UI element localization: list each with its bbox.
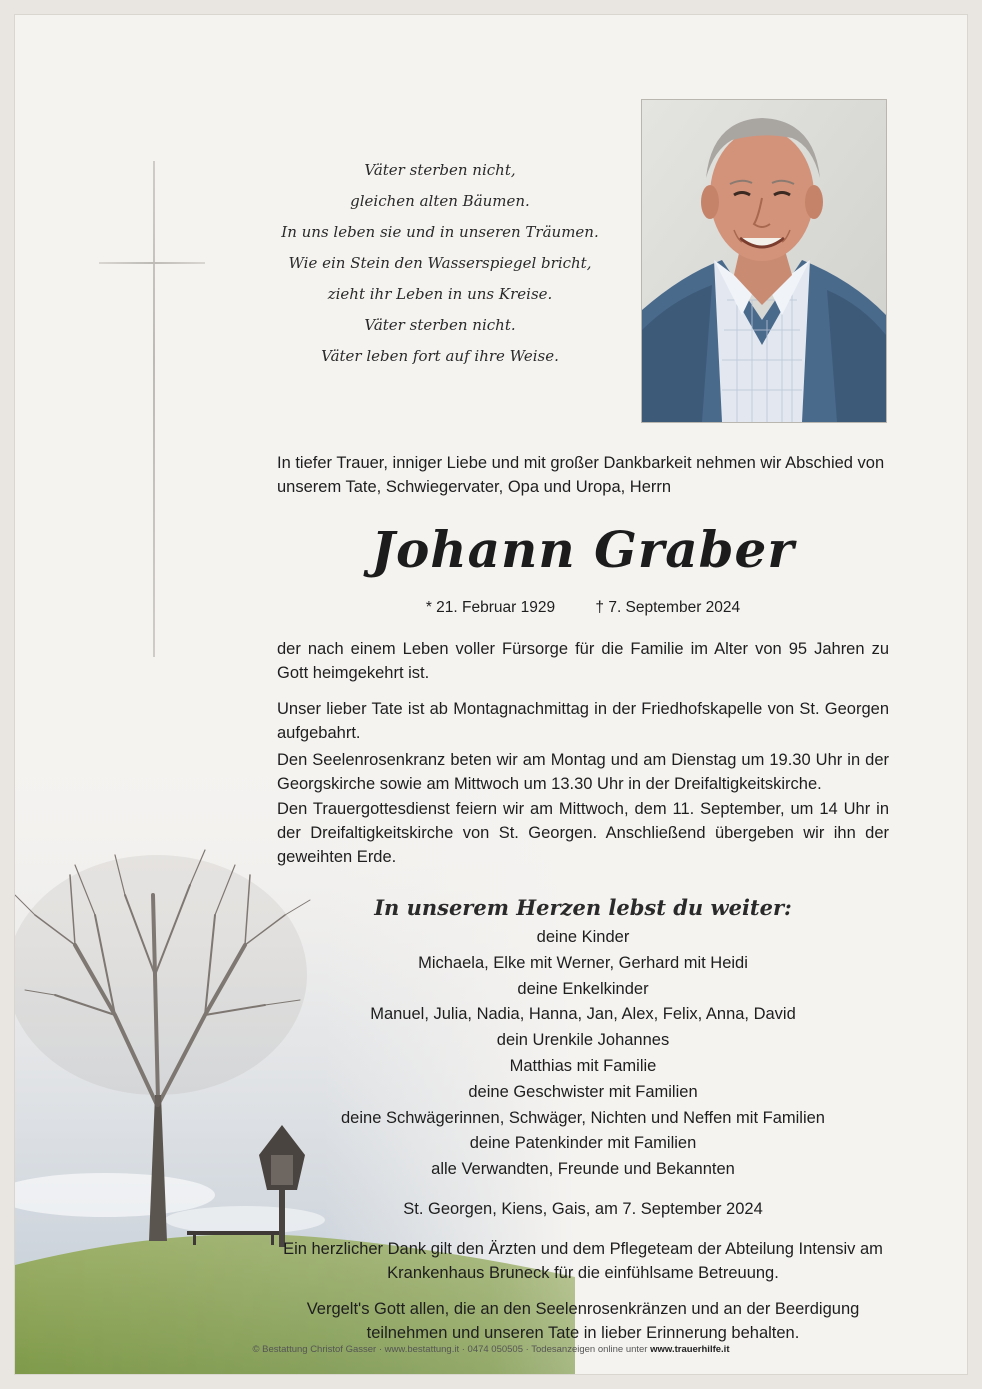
poem-line: Wie ein Stein den Wasserspiegel bricht,	[288, 254, 592, 272]
place-and-date: St. Georgen, Kiens, Gais, am 7. September 2024	[403, 1200, 763, 1218]
cross-vertical-bar	[153, 161, 155, 657]
mourner-line: Manuel, Julia, Nadia, Hanna, Jan, Alex, Felix, Anna, David	[370, 1005, 796, 1024]
mourner-line: deine Geschwister mit Familien	[468, 1082, 698, 1101]
poem-line: Väter sterben nicht.	[364, 316, 516, 334]
paragraph-laid-out: Unser lieber Tate ist ab Montagnachmittag in der Friedhofskapelle von St. Georgen aufgebahrt.	[277, 700, 889, 742]
mourner-line: deine Enkelkinder	[517, 979, 649, 998]
deceased-name: Johann Graber	[371, 520, 795, 579]
mourners-list	[277, 925, 889, 1183]
poem-line: zieht ihr Leben in uns Kreise.	[327, 285, 553, 303]
paragraph-homecoming: der nach einem Leben voller Fürsorge für die Familie im Alter von 95 Jahren zu Gott heimgekehrt ist.	[277, 640, 889, 682]
portrait-illustration	[642, 100, 886, 422]
footer-website-link[interactable]: www.trauerhilfe.it	[650, 1344, 730, 1355]
footer	[15, 1343, 967, 1357]
portrait-photo	[641, 99, 887, 423]
birth-date: * 21. Februar 1929	[425, 599, 556, 616]
mourner-line: deine Kinder	[536, 928, 630, 946]
cross-horizontal-bar	[99, 262, 205, 264]
poem-line: Väter sterben nicht,	[364, 161, 516, 179]
mourner-line: dein Urenkile Johannes	[496, 1031, 670, 1050]
poem-line: Väter leben fort auf ihre Weise.	[321, 347, 559, 365]
poem	[255, 155, 625, 372]
mourner-line: deine Schwägerinnen, Schwäger, Nichten und Neffen mit Familien	[341, 1108, 825, 1127]
mourner-line: deine Patenkinder mit Familien	[469, 1134, 697, 1153]
intro-text: In tiefer Trauer, inniger Liebe und mit großer Dankbarkeit nehmen wir Abschied von unserem Tate, Schwiegervater, Opa und Uropa, Herrn	[277, 454, 885, 496]
mourner-line: Michaela, Elke mit Werner, Gerhard mit Heidi	[418, 953, 748, 972]
footer-text: © Bestattung Christof Gasser · www.bestattung.it · 0474 050505 · Todesanzeigen online unter	[252, 1344, 651, 1355]
obituary-card	[14, 14, 968, 1375]
mourner-line: alle Verwandten, Freunde und Bekannten	[431, 1160, 735, 1179]
thanks-mourners: Vergelt's Gott allen, die an den Seelenrosenkränzen und an der Beerdigung teilnehmen und unseren Tate in lieber Erinnerung behalten.	[306, 1300, 860, 1342]
life-dates	[277, 597, 889, 619]
poem-line: In uns leben sie und in unseren Träumen.	[281, 223, 599, 241]
mourners-heading: In unserem Herzen lebst du weiter:	[374, 895, 792, 920]
mourner-line: Matthias mit Familie	[509, 1056, 657, 1075]
paragraph-rosary: Den Seelenrosenkranz beten wir am Montag und am Dienstag um 19.30 Uhr in der Georgskirche sowie am Mittwoch um 13.30 Uhr in der Dreifaltigkeitskirche.	[277, 751, 889, 793]
poem-line: gleichen alten Bäumen.	[350, 192, 530, 210]
thanks-medical-staff: Ein herzlicher Dank gilt den Ärzten und dem Pflegeteam der Abteilung Intensiv am Krankenhaus Bruneck für die einfühlsame Betreuung.	[283, 1240, 883, 1282]
paragraph-funeral-service: Den Trauergottesdienst feiern wir am Mittwoch, dem 11. September, um 14 Uhr in der Dreifaltigkeitskirche von St. Georgen. Anschließend übergeben wir ihn der geweihten Erde.	[277, 800, 889, 866]
death-date: † 7. September 2024	[595, 599, 741, 616]
